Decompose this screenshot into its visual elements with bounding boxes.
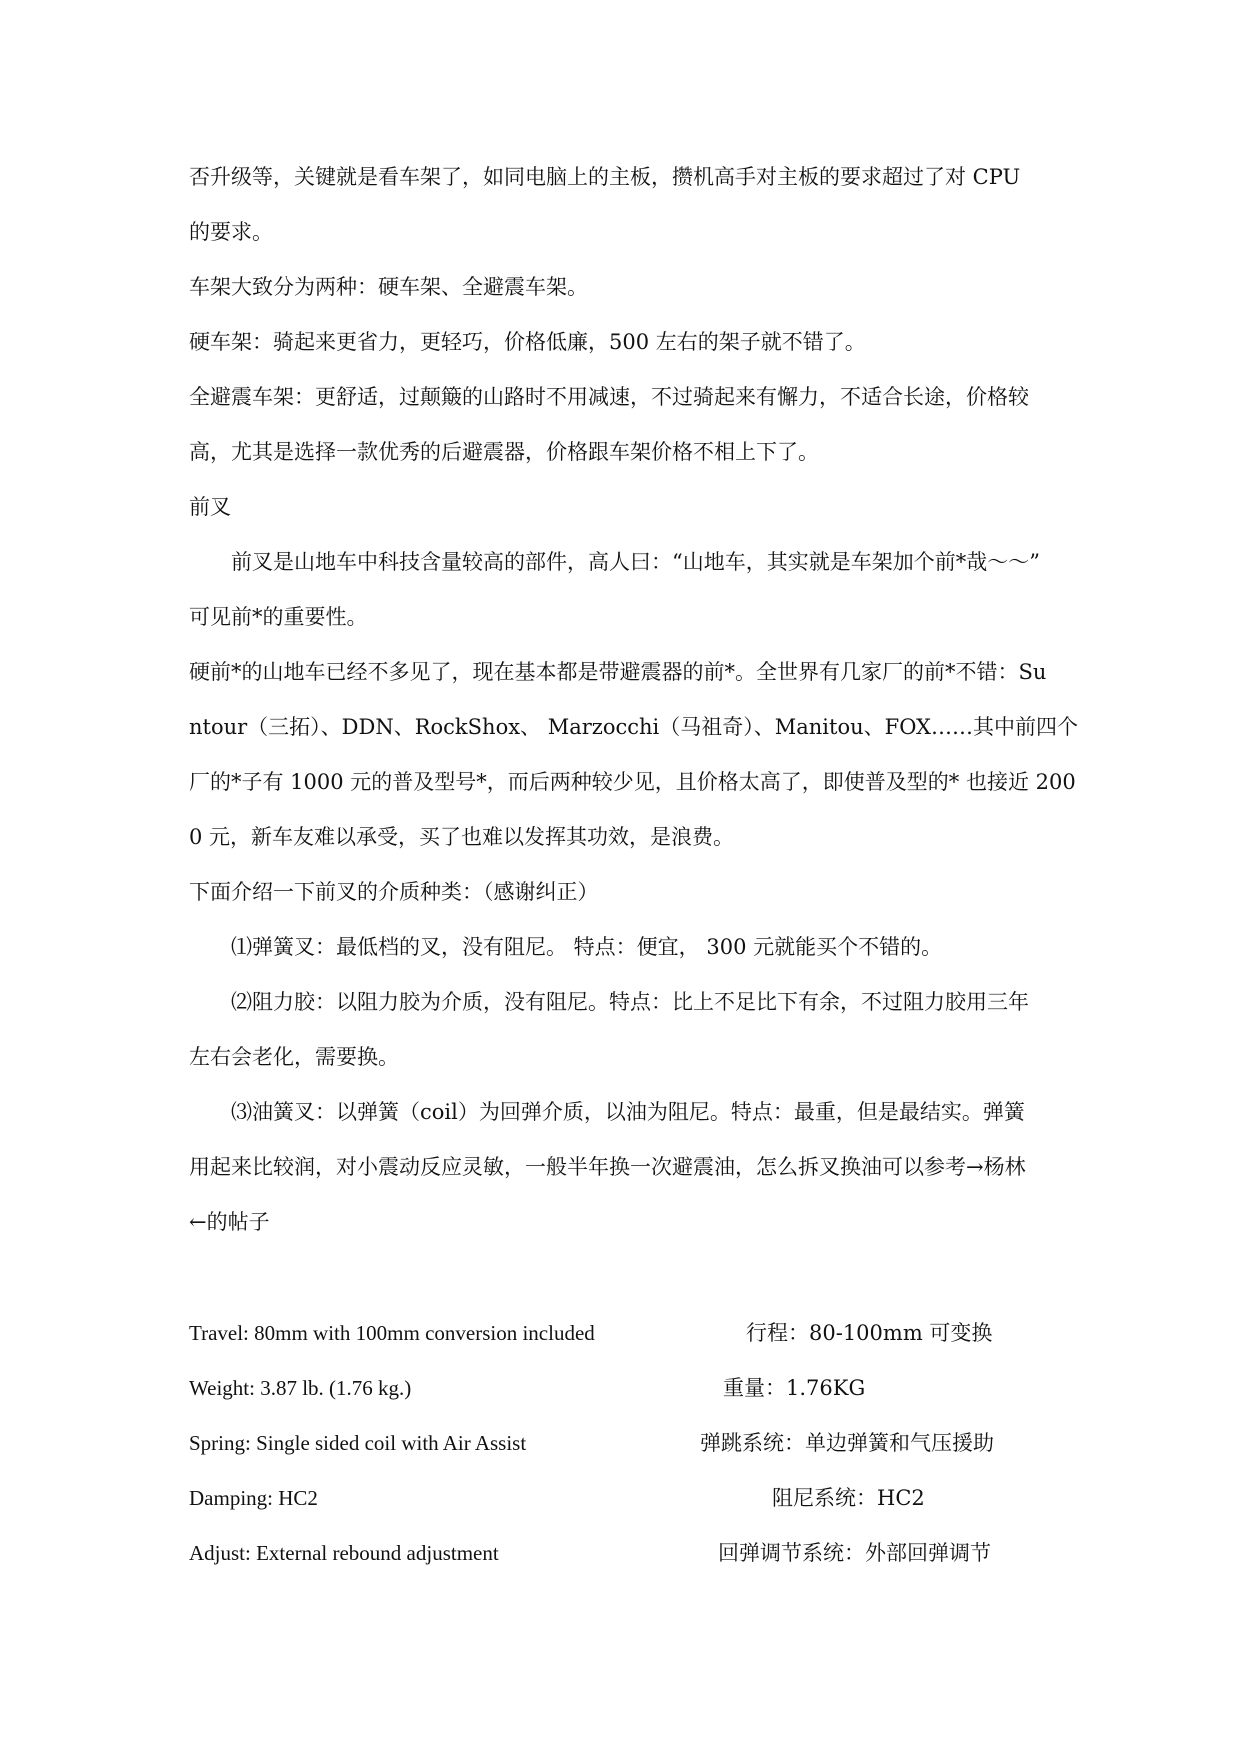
paragraph-line: 可见前*的重要性。 — [189, 605, 368, 629]
spec-chinese: 回弹调节系统：外部回弹调节 — [718, 1541, 991, 1565]
paragraph-line: 否升级等，关键就是看车架了，如同电脑上的主板，攒机高手对主板的要求超过了对 CPU — [189, 165, 1021, 189]
spec-english: Travel: 80mm with 100mm conversion included — [189, 1321, 595, 1345]
paragraph-line: 前叉是山地车中科技含量较高的部件，高人曰：“山地车，其实就是车架加个前*哉～～” — [231, 550, 1040, 574]
list-item: ⑶油簧叉：以弹簧（coil）为回弹介质，以油为阻尼。特点：最重，但是最结实。弹簧 — [231, 1100, 1025, 1124]
paragraph-line: 全避震车架：更舒适，过颠簸的山路时不用减速，不过骑起来有懈力，不适合长途，价格较 — [189, 385, 1029, 409]
paragraph-line: 的要求。 — [189, 220, 273, 244]
spec-chinese: 行程：80-100mm 可变换 — [746, 1321, 993, 1345]
paragraph-line: 硬前*的山地车已经不多见了，现在基本都是带避震器的前*。全世界有几家厂的前*不错：Su — [189, 660, 1047, 684]
paragraph-line: ←的帖子 — [189, 1210, 270, 1234]
list-item: ⑴弹簧叉：最低档的叉，没有阻尼。 特点：便宜， 300 元就能买个不错的。 — [231, 935, 943, 959]
spec-english: Damping: HC2 — [189, 1486, 318, 1510]
paragraph-line: 0 元，新车友难以承受，买了也难以发挥其功效，是浪费。 — [189, 825, 735, 849]
spec-english: Spring: Single sided coil with Air Assist — [189, 1431, 527, 1455]
paragraph-line: ntour（三拓）、DDN、RockShox、 Marzocchi（马祖奇）、Manitou、FOX……其中前四个 — [189, 715, 1079, 739]
paragraph-line: 下面介绍一下前叉的介质种类：（感谢纠正） — [189, 880, 599, 904]
section-heading: 前叉 — [189, 495, 231, 519]
paragraph-line: 车架大致分为两种：硬车架、全避震车架。 — [189, 275, 588, 299]
spec-english: Adjust: External rebound adjustment — [189, 1541, 499, 1565]
spec-chinese: 重量：1.76KG — [723, 1376, 866, 1400]
spec-chinese: 弹跳系统：单边弹簧和气压援助 — [700, 1431, 994, 1455]
spec-chinese: 阻尼系统：HC2 — [772, 1486, 925, 1510]
paragraph-line: 硬车架：骑起来更省力，更轻巧，价格低廉，500 左右的架子就不错了。 — [189, 330, 866, 354]
paragraph-line: 用起来比较润，对小震动反应灵敏，一般半年换一次避震油，怎么拆叉换油可以参考→杨林 — [189, 1155, 1026, 1179]
spec-english: Weight: 3.87 lb. (1.76 kg.) — [189, 1376, 412, 1400]
list-item: ⑵阻力胶：以阻力胶为介质，没有阻尼。特点：比上不足比下有余，不过阻力胶用三年 — [231, 990, 1029, 1014]
paragraph-line: 厂的*子有 1000 元的普及型号*，而后两种较少见，且价格太高了，即使普及型的* 也接近 200 — [189, 770, 1076, 794]
paragraph-line: 左右会老化，需要换。 — [189, 1045, 399, 1069]
paragraph-line: 高，尤其是选择一款优秀的后避震器，价格跟车架价格不相上下了。 — [189, 440, 819, 464]
